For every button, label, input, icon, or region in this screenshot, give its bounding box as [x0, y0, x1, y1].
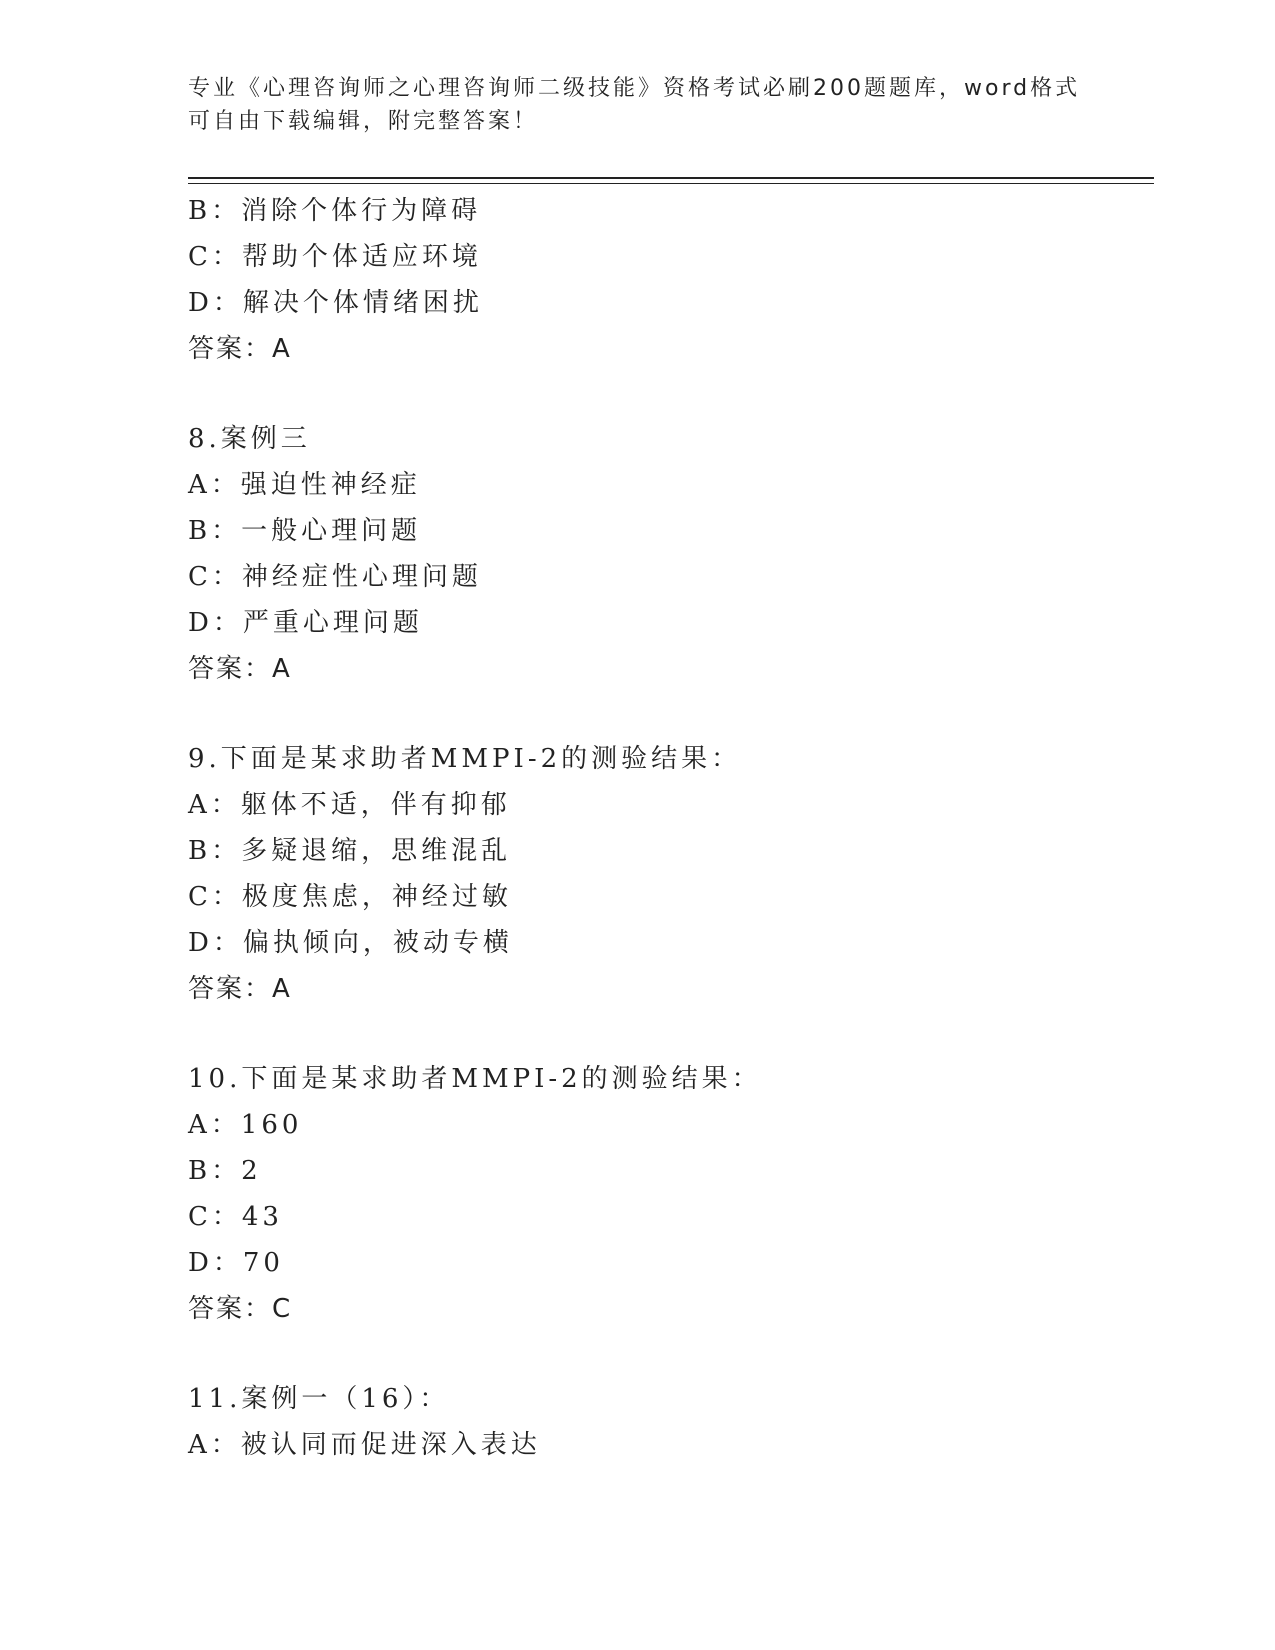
header-divider-thick — [188, 177, 1154, 179]
header-line-2: 可自由下载编辑，附完整答案！ — [188, 109, 539, 134]
option-b: B：多疑退缩，思维混乱 — [188, 836, 512, 866]
question-spacer — [188, 1332, 1148, 1376]
option-a: A：被认同而促进深入表达 — [188, 1430, 541, 1460]
question-block-11 — [188, 1376, 1148, 1468]
question-spacer — [188, 1012, 1148, 1056]
option-c: C：神经症性心理问题 — [188, 562, 482, 592]
option-d: D：偏执倾向，被动专横 — [188, 928, 513, 958]
option-c: C：43 — [188, 1202, 283, 1232]
question-block-8 — [188, 416, 1148, 692]
question-block-7-continued — [188, 188, 1148, 372]
question-list — [188, 188, 1148, 1468]
option-d: D：70 — [188, 1248, 284, 1278]
question-title: 11.案例一（16）： — [188, 1384, 450, 1414]
option-b: B：消除个体行为障碍 — [188, 196, 482, 226]
option-d: D：严重心理问题 — [188, 608, 423, 638]
option-a: A：强迫性神经症 — [188, 470, 421, 500]
document-header — [188, 72, 1088, 138]
option-b: B：2 — [188, 1156, 262, 1186]
answer-line: 答案：A — [188, 334, 292, 364]
header-line-1: 专业《心理咨询师之心理咨询师二级技能》资格考试必刷200题题库，word格式 — [188, 76, 1081, 101]
question-title: 9.下面是某求助者MMPI-2的测验结果： — [188, 744, 742, 774]
option-a: A：160 — [188, 1110, 303, 1140]
question-title: 10.下面是某求助者MMPI-2的测验结果： — [188, 1064, 762, 1094]
header-divider-thin — [188, 183, 1154, 184]
option-c: C：极度焦虑，神经过敏 — [188, 882, 512, 912]
question-spacer — [188, 372, 1148, 416]
question-spacer — [188, 692, 1148, 736]
question-block-9 — [188, 736, 1148, 1012]
option-b: B：一般心理问题 — [188, 516, 422, 546]
option-a: A：躯体不适，伴有抑郁 — [188, 790, 511, 820]
option-d: D：解决个体情绪困扰 — [188, 288, 483, 318]
question-title: 8.案例三 — [188, 424, 311, 454]
answer-line: 答案：C — [188, 1294, 293, 1324]
option-c: C：帮助个体适应环境 — [188, 242, 482, 272]
question-block-10 — [188, 1056, 1148, 1332]
answer-line: 答案：A — [188, 654, 292, 684]
answer-line: 答案：A — [188, 974, 292, 1004]
